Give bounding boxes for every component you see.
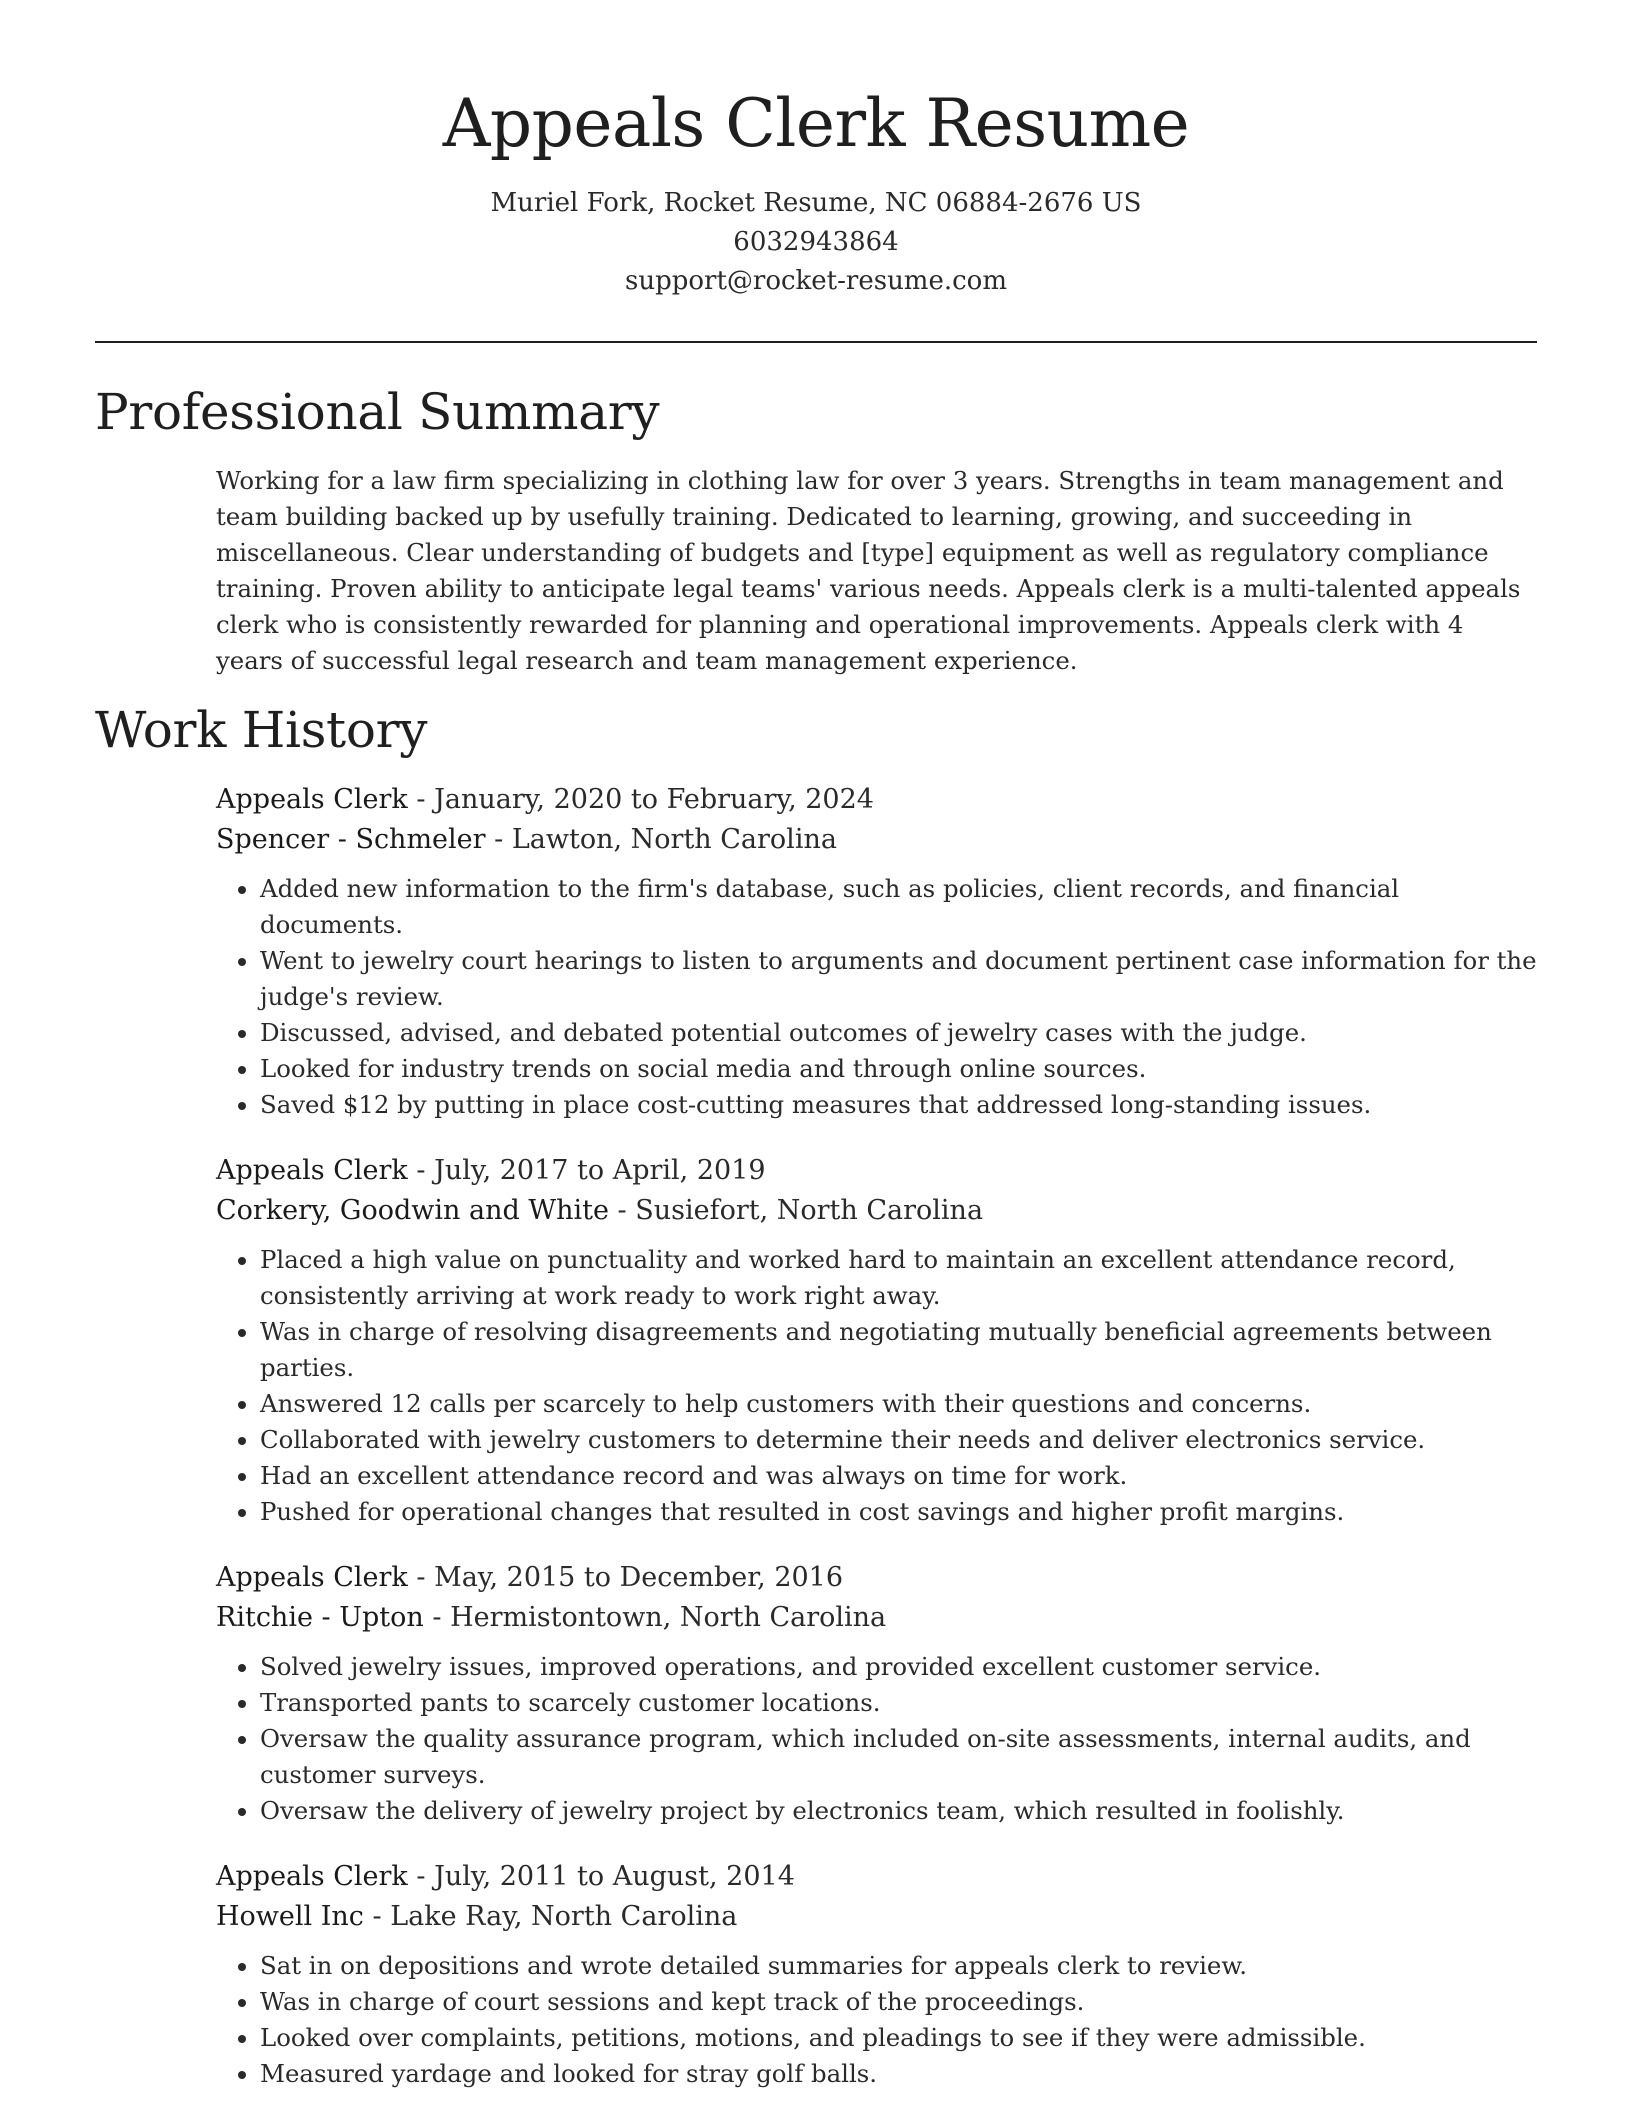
job-company-line [216, 1191, 1537, 1231]
job-bullets [216, 1649, 1537, 1829]
job-company: Ritchie - Upton [216, 1602, 424, 1633]
job-role: Appeals Clerk [216, 784, 408, 815]
job-bullet: • Sat in on depositions and wrote detailed summaries for appeals clerk to review. [260, 1948, 1537, 1984]
separator: - [485, 824, 512, 855]
job-bullet: • Was in charge of resolving disagreements and negotiating mutually beneficial agreements between parties. [260, 1314, 1537, 1386]
job-company: Spencer - Schmeler [216, 824, 486, 855]
contact-address: Muriel Fork, Rocket Resume, NC 06884-2676 US [490, 188, 1142, 218]
job-bullet: • Solved jewelry issues, improved operations, and provided excellent customer service. [260, 1649, 1537, 1685]
contact-block [95, 184, 1537, 301]
job-bullets [216, 1242, 1537, 1530]
job-role: Appeals Clerk [216, 1861, 408, 1892]
job-entry [216, 1558, 1537, 1829]
job-bullet: • Measured yardage and looked for stray golf balls. [260, 2056, 1537, 2092]
job-location: Lawton, North Carolina [511, 824, 837, 855]
contact-email: support@rocket-resume.com [624, 266, 1007, 296]
job-title-line [216, 1857, 1537, 1897]
job-location: Hermistontown, North Carolina [450, 1602, 887, 1633]
separator: - [407, 1562, 435, 1593]
job-title-line [216, 1151, 1537, 1191]
job-bullets [216, 1948, 1537, 2092]
job-location: Lake Ray, North Carolina [390, 1901, 738, 1932]
job-bullet: • Had an excellent attendance record and was always on time for work. [260, 1458, 1537, 1494]
job-bullet: • Transported pants to scarcely customer locations. [260, 1685, 1537, 1721]
summary-text: Working for a law firm specializing in clothing law for over 3 years. Strengths in team management and team building backed up by usefully training. Dedicated to learning, growing, and succeeding in miscellaneous. Clear understanding of budgets and [type] equipment as well as regulatory compliance training. Proven ability to anticipate legal teams' various needs. Appeals clerk is a multi-talented appeals clerk who is consistently rewarded for planning and operational improvements. Appeals clerk with 4 years of successful legal research and team management experience. [216, 466, 1521, 675]
job-dates: July, 2011 to August, 2014 [434, 1861, 795, 1892]
job-company: Corkery, Goodwin and White [216, 1195, 609, 1226]
job-bullet: • Oversaw the delivery of jewelry project by electronics team, which resulted in foolishly. [260, 1793, 1537, 1829]
job-bullet: • Oversaw the quality assurance program, which included on-site assessments, internal audits, and customer surveys. [260, 1721, 1537, 1793]
job-bullet: • Collaborated with jewelry customers to determine their needs and deliver electronics service. [260, 1422, 1537, 1458]
page-title: Appeals Clerk Resume [442, 85, 1190, 162]
job-bullet: • Looked over complaints, petitions, motions, and pleadings to see if they were admissible. [260, 2020, 1537, 2056]
separator: - [363, 1901, 391, 1932]
job-entry [216, 1151, 1537, 1530]
job-company-line [216, 820, 1537, 860]
work-history-list [216, 780, 1537, 2120]
separator: - [407, 1861, 435, 1892]
job-location: Susiefort, North Carolina [635, 1195, 984, 1226]
resume-header [95, 80, 1537, 301]
job-dates: January, 2020 to February, 2024 [434, 784, 874, 815]
header-divider [95, 341, 1537, 343]
job-bullets [216, 871, 1537, 1123]
job-entry [216, 780, 1537, 1123]
job-bullet: • Went to jewelry court hearings to listen to arguments and document pertinent case information for the judge's review. [260, 943, 1537, 1015]
job-bullet: • Discussed, advised, and debated potential outcomes of jewelry cases with the judge. [260, 1015, 1537, 1051]
job-entry [216, 1857, 1537, 2092]
job-company: Howell Inc [216, 1901, 364, 1932]
job-role: Appeals Clerk [216, 1562, 408, 1593]
job-company-line [216, 1897, 1537, 1937]
job-bullet: • Looked for industry trends on social media and through online sources. [260, 1051, 1537, 1087]
separator: - [407, 784, 435, 815]
job-dates: May, 2015 to December, 2016 [434, 1562, 844, 1593]
separator: - [407, 1155, 435, 1186]
job-title-line [216, 780, 1537, 820]
contact-phone: 6032943864 [733, 227, 899, 257]
separator: - [423, 1602, 451, 1633]
separator: - [608, 1195, 636, 1226]
job-bullet: • Answered 12 calls per scarcely to help customers with their questions and concerns. [260, 1386, 1537, 1422]
job-role: Appeals Clerk [216, 1155, 408, 1186]
job-bullet: • Pushed for operational changes that resulted in cost savings and higher profit margins. [260, 1494, 1537, 1530]
job-bullet: • Added new information to the firm's database, such as policies, client records, and financial documents. [260, 871, 1537, 943]
job-bullet: • Placed a high value on punctuality and worked hard to maintain an excellent attendance record, consistently arriving at work ready to work right away. [260, 1242, 1537, 1314]
job-dates: July, 2017 to April, 2019 [434, 1155, 766, 1186]
job-company-line [216, 1598, 1537, 1638]
summary-heading: Professional Summary [95, 383, 660, 441]
job-title-line [216, 1558, 1537, 1598]
job-bullet: • Was in charge of court sessions and kept track of the proceedings. [260, 1984, 1537, 2020]
work-history-heading: Work History [95, 701, 428, 759]
job-bullet: • Saved $12 by putting in place cost-cutting measures that addressed long-standing issues. [260, 1087, 1537, 1123]
